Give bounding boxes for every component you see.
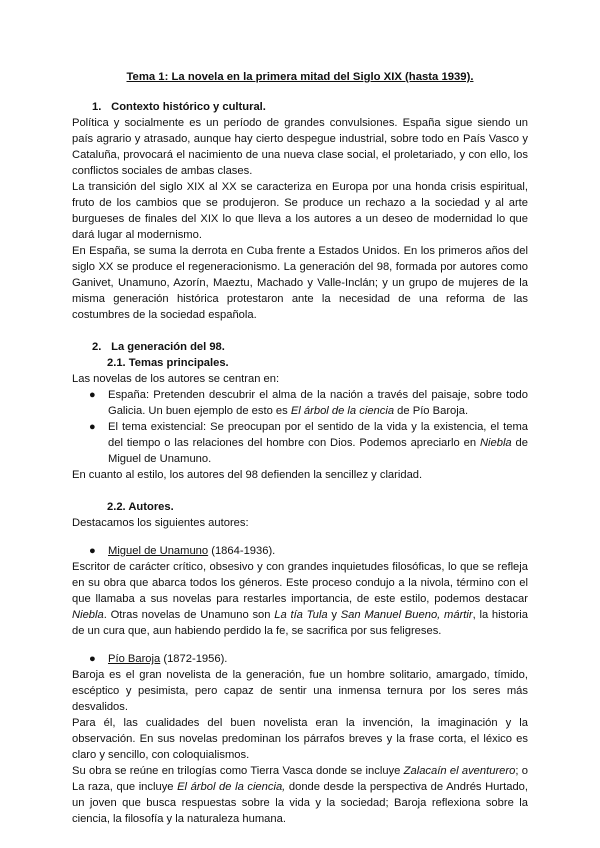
section-1-heading	[92, 99, 528, 115]
section-1-number: 1.	[92, 101, 102, 113]
bullet-icon: ●	[89, 545, 96, 557]
list-item: ● España: Pretenden descubrir el alma de la nación a través del paisaje, sobre todo Galicia. Un buen ejemplo de esto es El árbol de la ciencia de Pío Baroja.	[89, 389, 528, 417]
paragraph: Su obra se reúne en trilogías como Tierra Vasca donde se incluye Zalacaín el aventurero; o La raza, que incluye El árbol de la ciencia, donde desde la perspectiva de Andrés Hurtado, un joven que busca respuestas sobre la vida y la sociedad; Baroja reflexiona sobre la ciencia, la filosofía y la naturaleza humana.	[72, 765, 528, 825]
paragraph: La transición del siglo XIX al XX se caracteriza en Europa por una honda crisis espiritual, fruto de los cambios que se produjeron. Se produce un rechazo a la sociedad y al arte burgueses de finales del XIX lo que lleva a los autores a un deseo de modernidad lo que dará lugar al modernismo.	[72, 181, 528, 241]
paragraph: Política y socialmente es un período de grandes convulsiones. España sigue siendo un país agrario y atrasado, aunque hay cierto despegue industrial, sobre todo en País Vasco y Cataluña, provocará el nacimiento de una nueva clase social, el proletariado, y con ello, los conflictos sociales de ambas clases.	[72, 117, 528, 177]
paragraph: Las novelas de los autores se centran en:	[72, 373, 280, 385]
subsection-2-2-heading: 2.2. Autores.	[107, 501, 174, 513]
document-page	[72, 69, 528, 827]
bullet-icon: ●	[89, 389, 96, 401]
section-2-number: 2.	[92, 341, 102, 353]
paragraph: Para él, las cualidades del buen novelista eran la invención, la imaginación y la observación. En sus novelas predominan los párrafos breves y la frase corta, el léxico es claro y sencillo, con coloquialismos.	[72, 717, 528, 761]
paragraph: Escritor de carácter crítico, obsesivo y con grandes inquietudes filosóficas, lo que se refleja en su obra que abarca todos los géneros. Este proceso condujo a la nivola, término con el que llamaba a sus novelas para restarles importancia, de este estilo, podemos destacar Niebla. Otras novelas de Unamuno son La tía Tula y San Manuel Bueno, mártir, la historia de un cura que, aun habiendo perdido la fe, se sacrifica por sus feligreses.	[72, 561, 528, 637]
subsection-2-1-heading: 2.1. Temas principales.	[107, 357, 229, 369]
author-name: Pío Baroja	[108, 653, 161, 665]
section-2-title: La generación del 98.	[111, 341, 225, 353]
bullet-icon: ●	[89, 421, 96, 433]
section-1-title: Contexto histórico y cultural.	[111, 101, 266, 113]
page-title: Tema 1: La novela en la primera mitad del Siglo XIX (hasta 1939).	[126, 71, 474, 83]
list-item: ● El tema existencial: Se preocupan por el sentido de la vida y la existencia, el tema del tiempo o las relaciones del hombre con Dios. Podemos apreciarlo en Niebla de Miguel de Unamuno.	[89, 421, 528, 465]
paragraph: Destacamos los siguientes autores:	[72, 517, 249, 529]
paragraph: Baroja es el gran novelista de la generación, fue un hombre solitario, amargado, tímido, escéptico y pesimista, pero capaz de sentir una inmensa ternura por los seres más desvalidos.	[72, 669, 528, 713]
paragraph: En España, se suma la derrota en Cuba frente a Estados Unidos. En los primeros años del siglo XX se produce el regeneracionismo. La generación del 98, formada por autores como Ganivet, Unamuno, Azorín, Maeztu, Machado y Valle-Inclán; y un grupo de mujeres de la misma generación histórica protestaron ante la necesidad de una reforma de las costumbres de la sociedad española.	[72, 245, 528, 321]
themes-list	[72, 387, 528, 467]
author-name: Miguel de Unamuno	[108, 545, 209, 557]
bullet-icon: ●	[89, 653, 96, 665]
author-baroja: ● Pío Baroja (1872-1956).	[89, 653, 228, 665]
author-unamuno: ● Miguel de Unamuno (1864-1936).	[89, 545, 276, 557]
paragraph: En cuanto al estilo, los autores del 98 defienden la sencillez y claridad.	[72, 469, 423, 481]
section-2-heading	[92, 339, 528, 355]
